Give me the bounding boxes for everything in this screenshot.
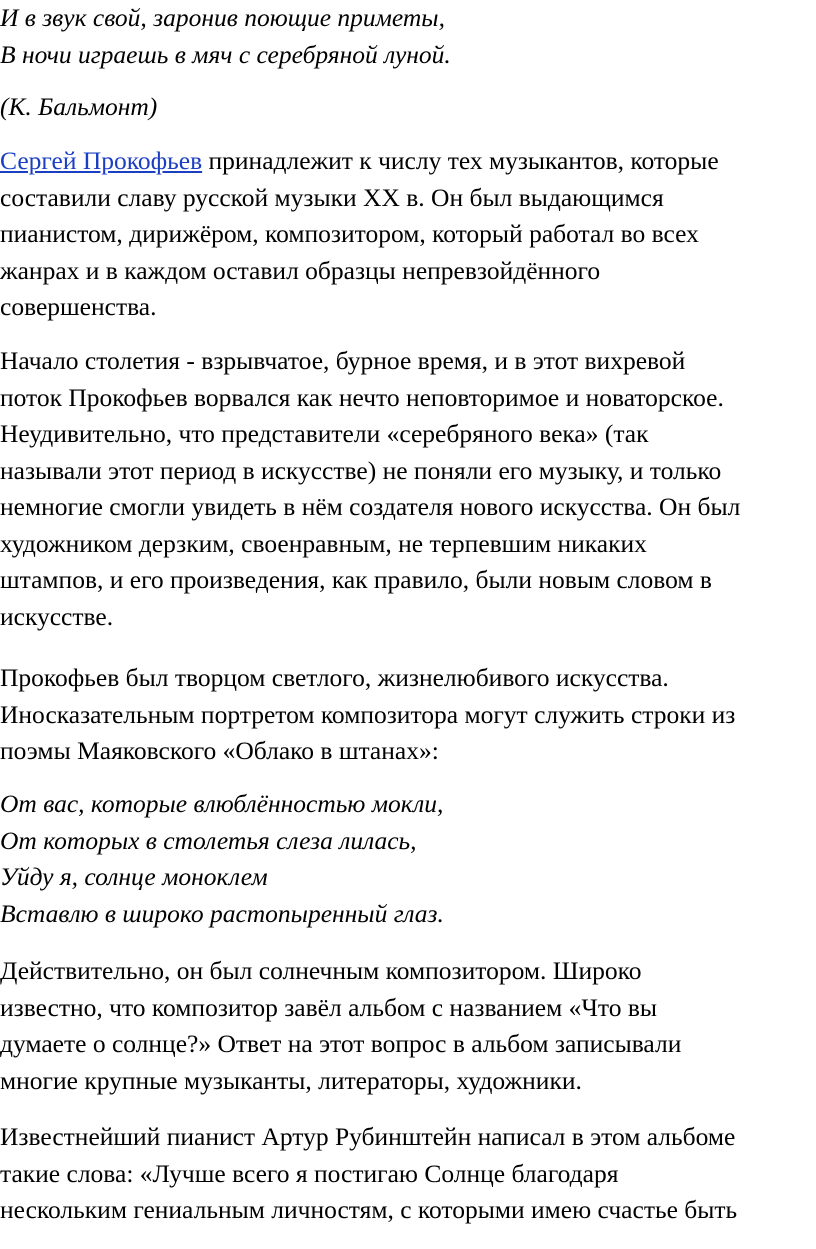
author-label: (К. Бальмонт) [0, 92, 158, 121]
paragraph-line: многие крупные музыканты, литераторы, художники. [0, 1065, 582, 1095]
paragraph-line: составили славу русской музыки XX в. Он был выдающимся [0, 182, 664, 212]
paragraph-line: нескольким гениальным личностям, с которыми имею счастье быть [0, 1195, 738, 1224]
paragraph-line: Известнейший пианист Артур Рубинштейн написал в этом альбоме [0, 1122, 736, 1151]
paragraph-line: Иносказательным портретом композитора могут служить строки из [0, 699, 736, 729]
paragraph-line: Действительно, он был солнечным композитором. Широко [0, 956, 642, 985]
paragraph-line: совершенства. [0, 292, 157, 321]
paragraph-line: думаете о солнце?» Ответ на этот вопрос в альбом записывали [0, 1029, 682, 1058]
paragraph-line: поэмы Маяковского «Облако в штанах»: [0, 736, 439, 765]
paragraph-rubinstein [0, 1119, 737, 1229]
paragraph-century [0, 343, 740, 635]
poem-line: В ночи играешь в мяч с серебряной луной. [0, 39, 451, 69]
paragraph-line: жанрах и в каждом оставил образцы непревзойдённого [0, 255, 601, 285]
paragraph-line: штампов, и его произведения, как правило, были новым словом в [0, 565, 712, 594]
paragraph-line: Неудивительно, что представители «серебряного века» (так [0, 419, 649, 448]
paragraph-line: немногие смогли увидеть в нём создателя нового искусства. Он был [0, 492, 741, 521]
poem-line: Уйду я, солнце моноклем [0, 862, 268, 891]
paragraph-line: искусстве. [0, 601, 114, 631]
paragraph-sun [0, 953, 681, 1099]
poem-mayakovsky [0, 786, 444, 932]
poem-line: От которых в столетья слеза лилась, [0, 825, 417, 855]
paragraph-line: называли этот период в искусстве) не поняли его музыку, и только [0, 455, 722, 485]
paragraph-line: Прокофьев был творцом светлого, жизнелюбивого искусства. [0, 663, 669, 692]
poem-line: И в звук свой, заронив поющие приметы, [0, 3, 445, 32]
paragraph-intro [0, 143, 719, 326]
paragraph-line-text: принадлежит к числу тех музыкантов, которые [202, 146, 719, 175]
poem-balmont [0, 0, 451, 73]
paragraph-portrait [0, 660, 735, 770]
paragraph-line: Начало столетия - взрывчатое, бурное время, и в этот вихревой [0, 346, 686, 375]
paragraph-line: известно, что композитор завёл альбом с названием «Что вы [0, 992, 658, 1022]
paragraph-line [0, 143, 719, 180]
paragraph-line: пианистом, дирижёром, композитором, который работал во всех [0, 219, 699, 248]
poem-line: Вставлю в широко растопыренный глаз. [0, 898, 444, 928]
paragraph-line: художником дерзким, своенравным, не терпевшим никаких [0, 528, 647, 558]
prokofiev-link[interactable]: Сергей Прокофьев [0, 146, 203, 175]
poem-author [0, 89, 157, 126]
paragraph-line: такие слова: «Лучше всего я постигаю Солнце благодаря [0, 1158, 619, 1188]
paragraph-line: поток Прокофьев ворвался как нечто неповторимое и новаторское. [0, 382, 724, 412]
poem-line: От вас, которые влюблённостью мокли, [0, 789, 444, 818]
